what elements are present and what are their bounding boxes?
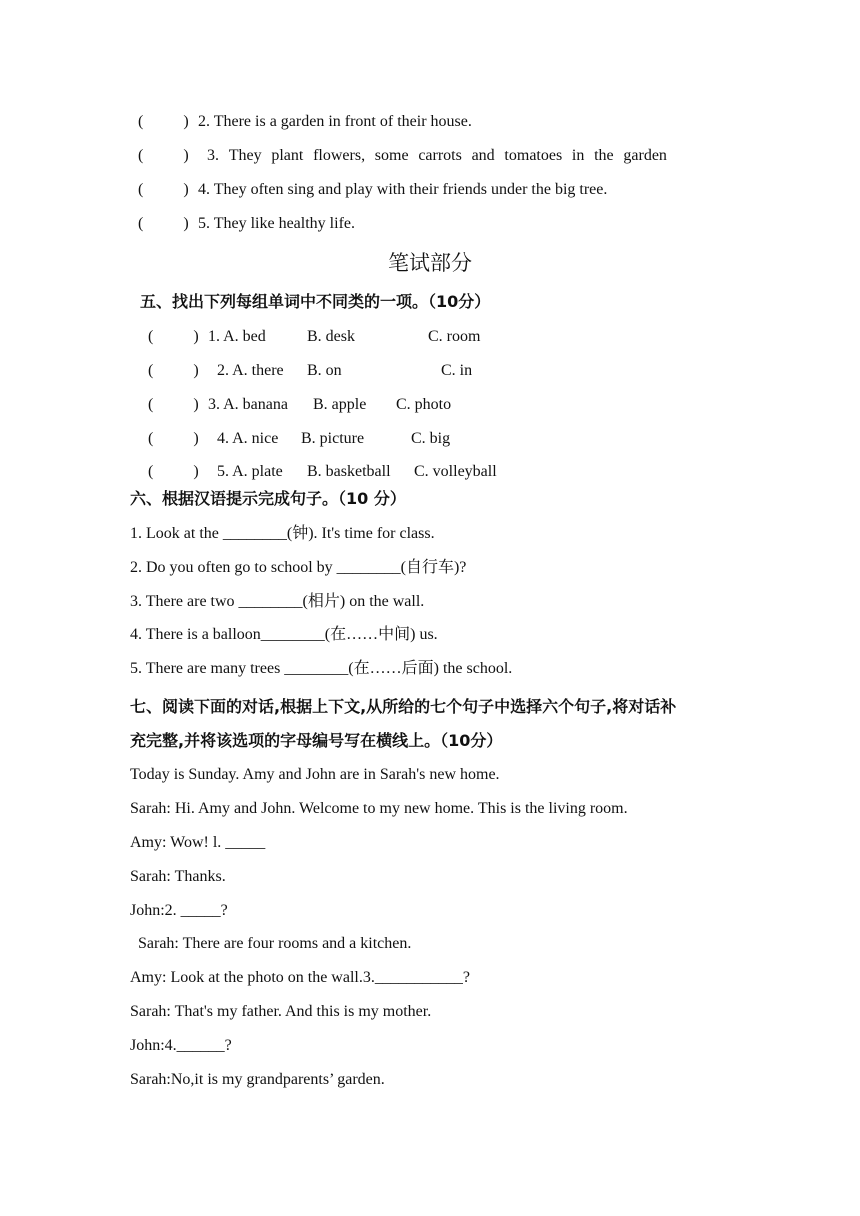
dialogue-line-8: Sarah: That's my father. And this is my mother. xyxy=(130,1003,432,1020)
word: in xyxy=(571,147,585,164)
section6-sentence-5: 5. There are many trees ________(在……后面) the school. xyxy=(130,660,513,677)
word: tomatoes xyxy=(504,147,563,164)
section6-title: 六、根据汉语提示完成句子。（10 分） xyxy=(130,489,406,508)
section6-sentence-4: 4. There is a balloon________(在……中间) us. xyxy=(130,626,438,643)
option-a: 1. A. bed xyxy=(208,328,266,345)
dialogue-line-10: Sarah:No,it is my grandparents’ garden. xyxy=(130,1071,385,1088)
word: plant xyxy=(271,147,304,164)
option-b: B. basketball xyxy=(307,463,391,480)
word: the xyxy=(594,147,614,164)
dialogue-line-9: John:4.______? xyxy=(130,1037,232,1054)
option-b: B. apple xyxy=(313,396,367,413)
dialogue-line-6: Sarah: There are four rooms and a kitchen. xyxy=(130,935,412,952)
answer-paren: ( ) xyxy=(138,113,189,130)
dialogue-line-1: Today is Sunday. Amy and John are in Sarah's new home. xyxy=(130,766,500,783)
word: garden xyxy=(623,147,667,164)
option-b: B. on xyxy=(307,362,342,379)
option-c: C. photo xyxy=(396,396,452,413)
option-c: C. in xyxy=(441,362,473,379)
option-a: 3. A. banana xyxy=(208,396,288,413)
statement-text: 5. They like healthy life. xyxy=(198,215,355,232)
word: 3. xyxy=(207,147,219,164)
word: some xyxy=(374,147,409,164)
answer-paren: ( ) xyxy=(138,215,189,232)
option-c: C. big xyxy=(411,430,451,447)
dialogue-line-3: Amy: Wow! l. _____ xyxy=(130,834,266,851)
word: They xyxy=(228,147,262,164)
answer-paren: ( ) xyxy=(138,147,189,164)
section7-title-line2: 充完整,并将该选项的字母编号写在横线上。（10分） xyxy=(130,731,503,750)
answer-paren: ( ) xyxy=(148,362,199,379)
word: carrots xyxy=(418,147,462,164)
option-c: C. room xyxy=(428,328,481,345)
word: and xyxy=(471,147,495,164)
section6-sentence-1: 1. Look at the ________(钟). It's time for class. xyxy=(130,525,435,542)
option-b: B. desk xyxy=(307,328,355,345)
section6-sentence-3: 3. There are two ________(相片) on the wall. xyxy=(130,593,425,610)
dialogue-line-5: John:2. _____? xyxy=(130,902,228,919)
written-part-title: 笔试部分 xyxy=(388,251,472,275)
statement-text: 4. They often sing and play with their friends under the big tree. xyxy=(198,181,608,198)
answer-paren: ( ) xyxy=(138,181,189,198)
word: flowers, xyxy=(313,147,366,164)
dialogue-line-7: Amy: Look at the photo on the wall.3.___________? xyxy=(130,969,470,986)
answer-paren: ( ) xyxy=(148,396,199,413)
option-b: B. picture xyxy=(301,430,365,447)
section6-sentence-2: 2. Do you often go to school by ________(自行车)? xyxy=(130,559,467,576)
option-a: 2. A. there xyxy=(217,362,284,379)
statement-text: 2. There is a garden in front of their house. xyxy=(198,113,472,130)
option-a: 5. A. plate xyxy=(217,463,283,480)
section7-title-line1: 七、阅读下面的对话,根据上下文,从所给的七个句子中选择六个句子,将对话补 xyxy=(130,697,677,716)
section5-title: 五、找出下列每组单词中不同类的一项。（10分） xyxy=(140,292,491,311)
option-a: 4. A. nice xyxy=(217,430,279,447)
option-c: C. volleyball xyxy=(414,463,497,480)
dialogue-line-4: Sarah: Thanks. xyxy=(130,868,226,885)
answer-paren: ( ) xyxy=(148,430,199,447)
answer-paren: ( ) xyxy=(148,328,199,345)
statement-text-justified xyxy=(207,146,667,166)
dialogue-line-2: Sarah: Hi. Amy and John. Welcome to my new home. This is the living room. xyxy=(130,800,628,817)
answer-paren: ( ) xyxy=(148,463,199,480)
